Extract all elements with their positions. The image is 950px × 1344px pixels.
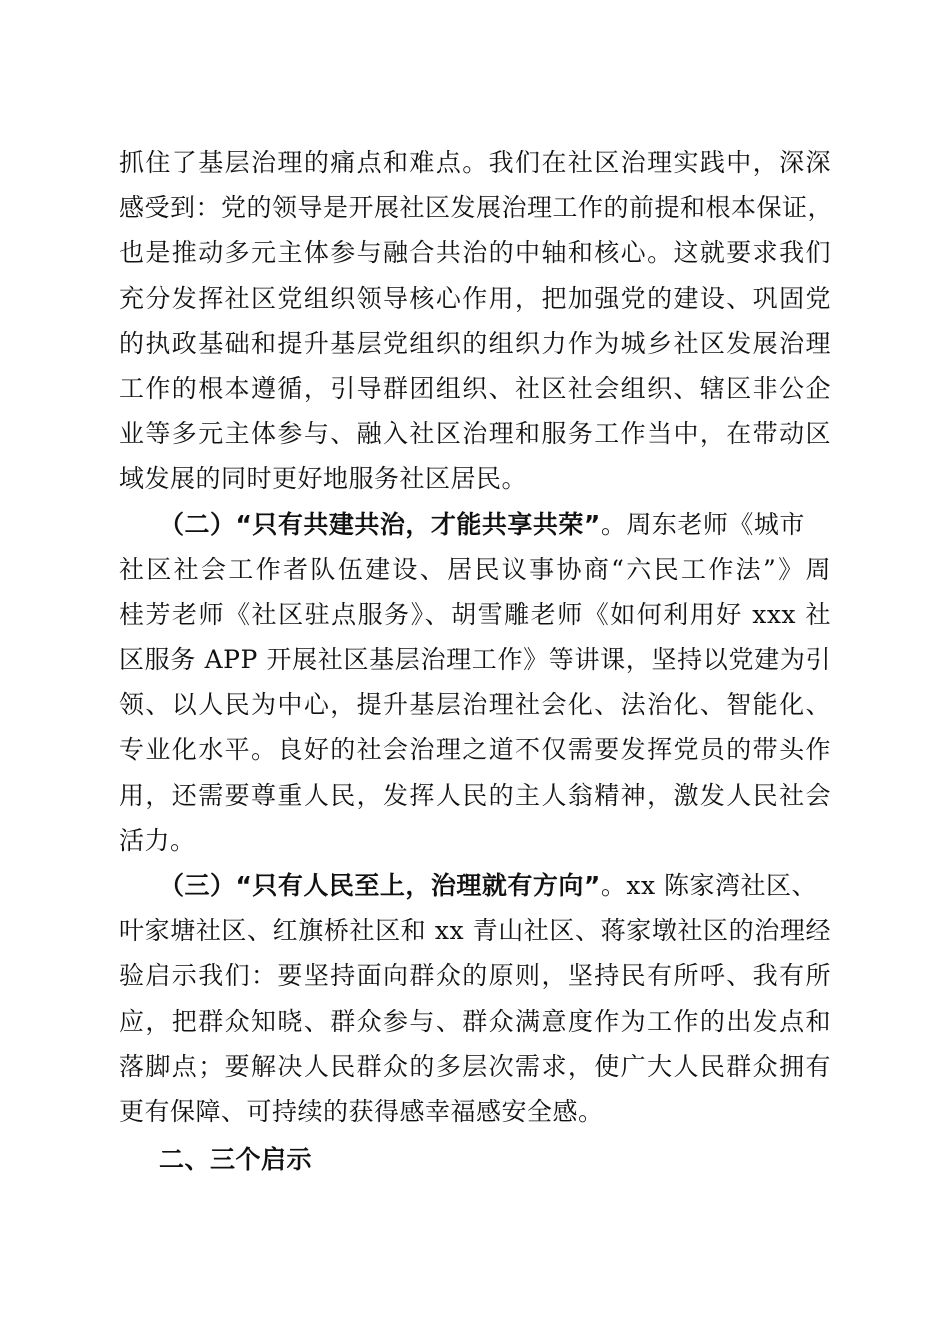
text-line: 域发展的同时更好地服务社区居民。 <box>119 464 528 494</box>
section-heading: 二、三个启示 <box>159 1145 313 1175</box>
text-line: 抓住了基层治理的痛点和难点。我们在社区治理实践中，深深 <box>119 148 831 177</box>
text-line: 社区社会工作者队伍建设、居民议事协商“六民工作法”》周 <box>119 554 831 584</box>
text-line: 也是推动多元主体参与融合共治的中轴和核心。这就要求我们 <box>119 238 831 268</box>
text-line-first <box>119 502 831 547</box>
text-line: 业等多元主体参与、融入社区治理和服务工作当中，在带动区 <box>119 419 831 449</box>
text-line: 领、以人民为中心，提升基层治理社会化、法治化、智能化、 <box>119 690 831 720</box>
paragraph-heading: （三）“只有人民至上，治理就有方向” <box>159 871 601 900</box>
text-line: 感受到：党的领导是开展社区发展治理工作的前提和根本保证， <box>119 193 834 223</box>
text-line: 区服务 APP 开展社区基层治理工作》等讲课，坚持以党建为引 <box>119 645 831 675</box>
text-line: 叶家塘社区、红旗桥社区和 xx 青山社区、蒋家墩社区的治理经 <box>119 916 831 946</box>
text-line-first <box>119 863 831 908</box>
paragraph-co-governance <box>119 502 831 864</box>
paragraph-party-leadership <box>119 140 834 502</box>
text-span: 。周东老师《城市 <box>600 509 805 539</box>
text-line: 应，把群众知晓、群众参与、群众满意度作为工作的出发点和 <box>119 1006 831 1036</box>
text-line: 专业化水平。良好的社会治理之道不仅需要发挥党员的带头作 <box>119 735 831 765</box>
text-line: 充分发挥社区党组织领导核心作用，把加强党的建设、巩固党 <box>119 283 831 313</box>
document-page <box>119 140 834 1184</box>
text-line: 桂芳老师《社区驻点服务》、胡雪雕老师《如何利用好 xxx 社 <box>119 599 831 629</box>
text-line: 落脚点；要解决人民群众的多层次需求，使广大人民群众拥有 <box>119 1051 831 1081</box>
text-line: 更有保障、可持续的获得感幸福感安全感。 <box>119 1096 604 1126</box>
text-line: 验启示我们：要坚持面向群众的原则，坚持民有所呼、我有所 <box>119 961 831 991</box>
text-span: 。xx 陈家湾社区、 <box>600 871 818 900</box>
text-line: 工作的根本遵循，引导群团组织、社区社会组织、辖区非公企 <box>119 373 831 403</box>
text-line: 活力。 <box>119 825 196 855</box>
text-line: 的执政基础和提升基层党组织的组织力作为城乡社区发展治理 <box>119 328 831 358</box>
text-line: 用，还需要尊重人民，发挥人民的主人翁精神，激发人民社会 <box>119 780 831 810</box>
paragraph-people-first <box>119 863 831 1134</box>
paragraph-heading: （二）“只有共建共治，才能共享共荣” <box>159 509 601 539</box>
